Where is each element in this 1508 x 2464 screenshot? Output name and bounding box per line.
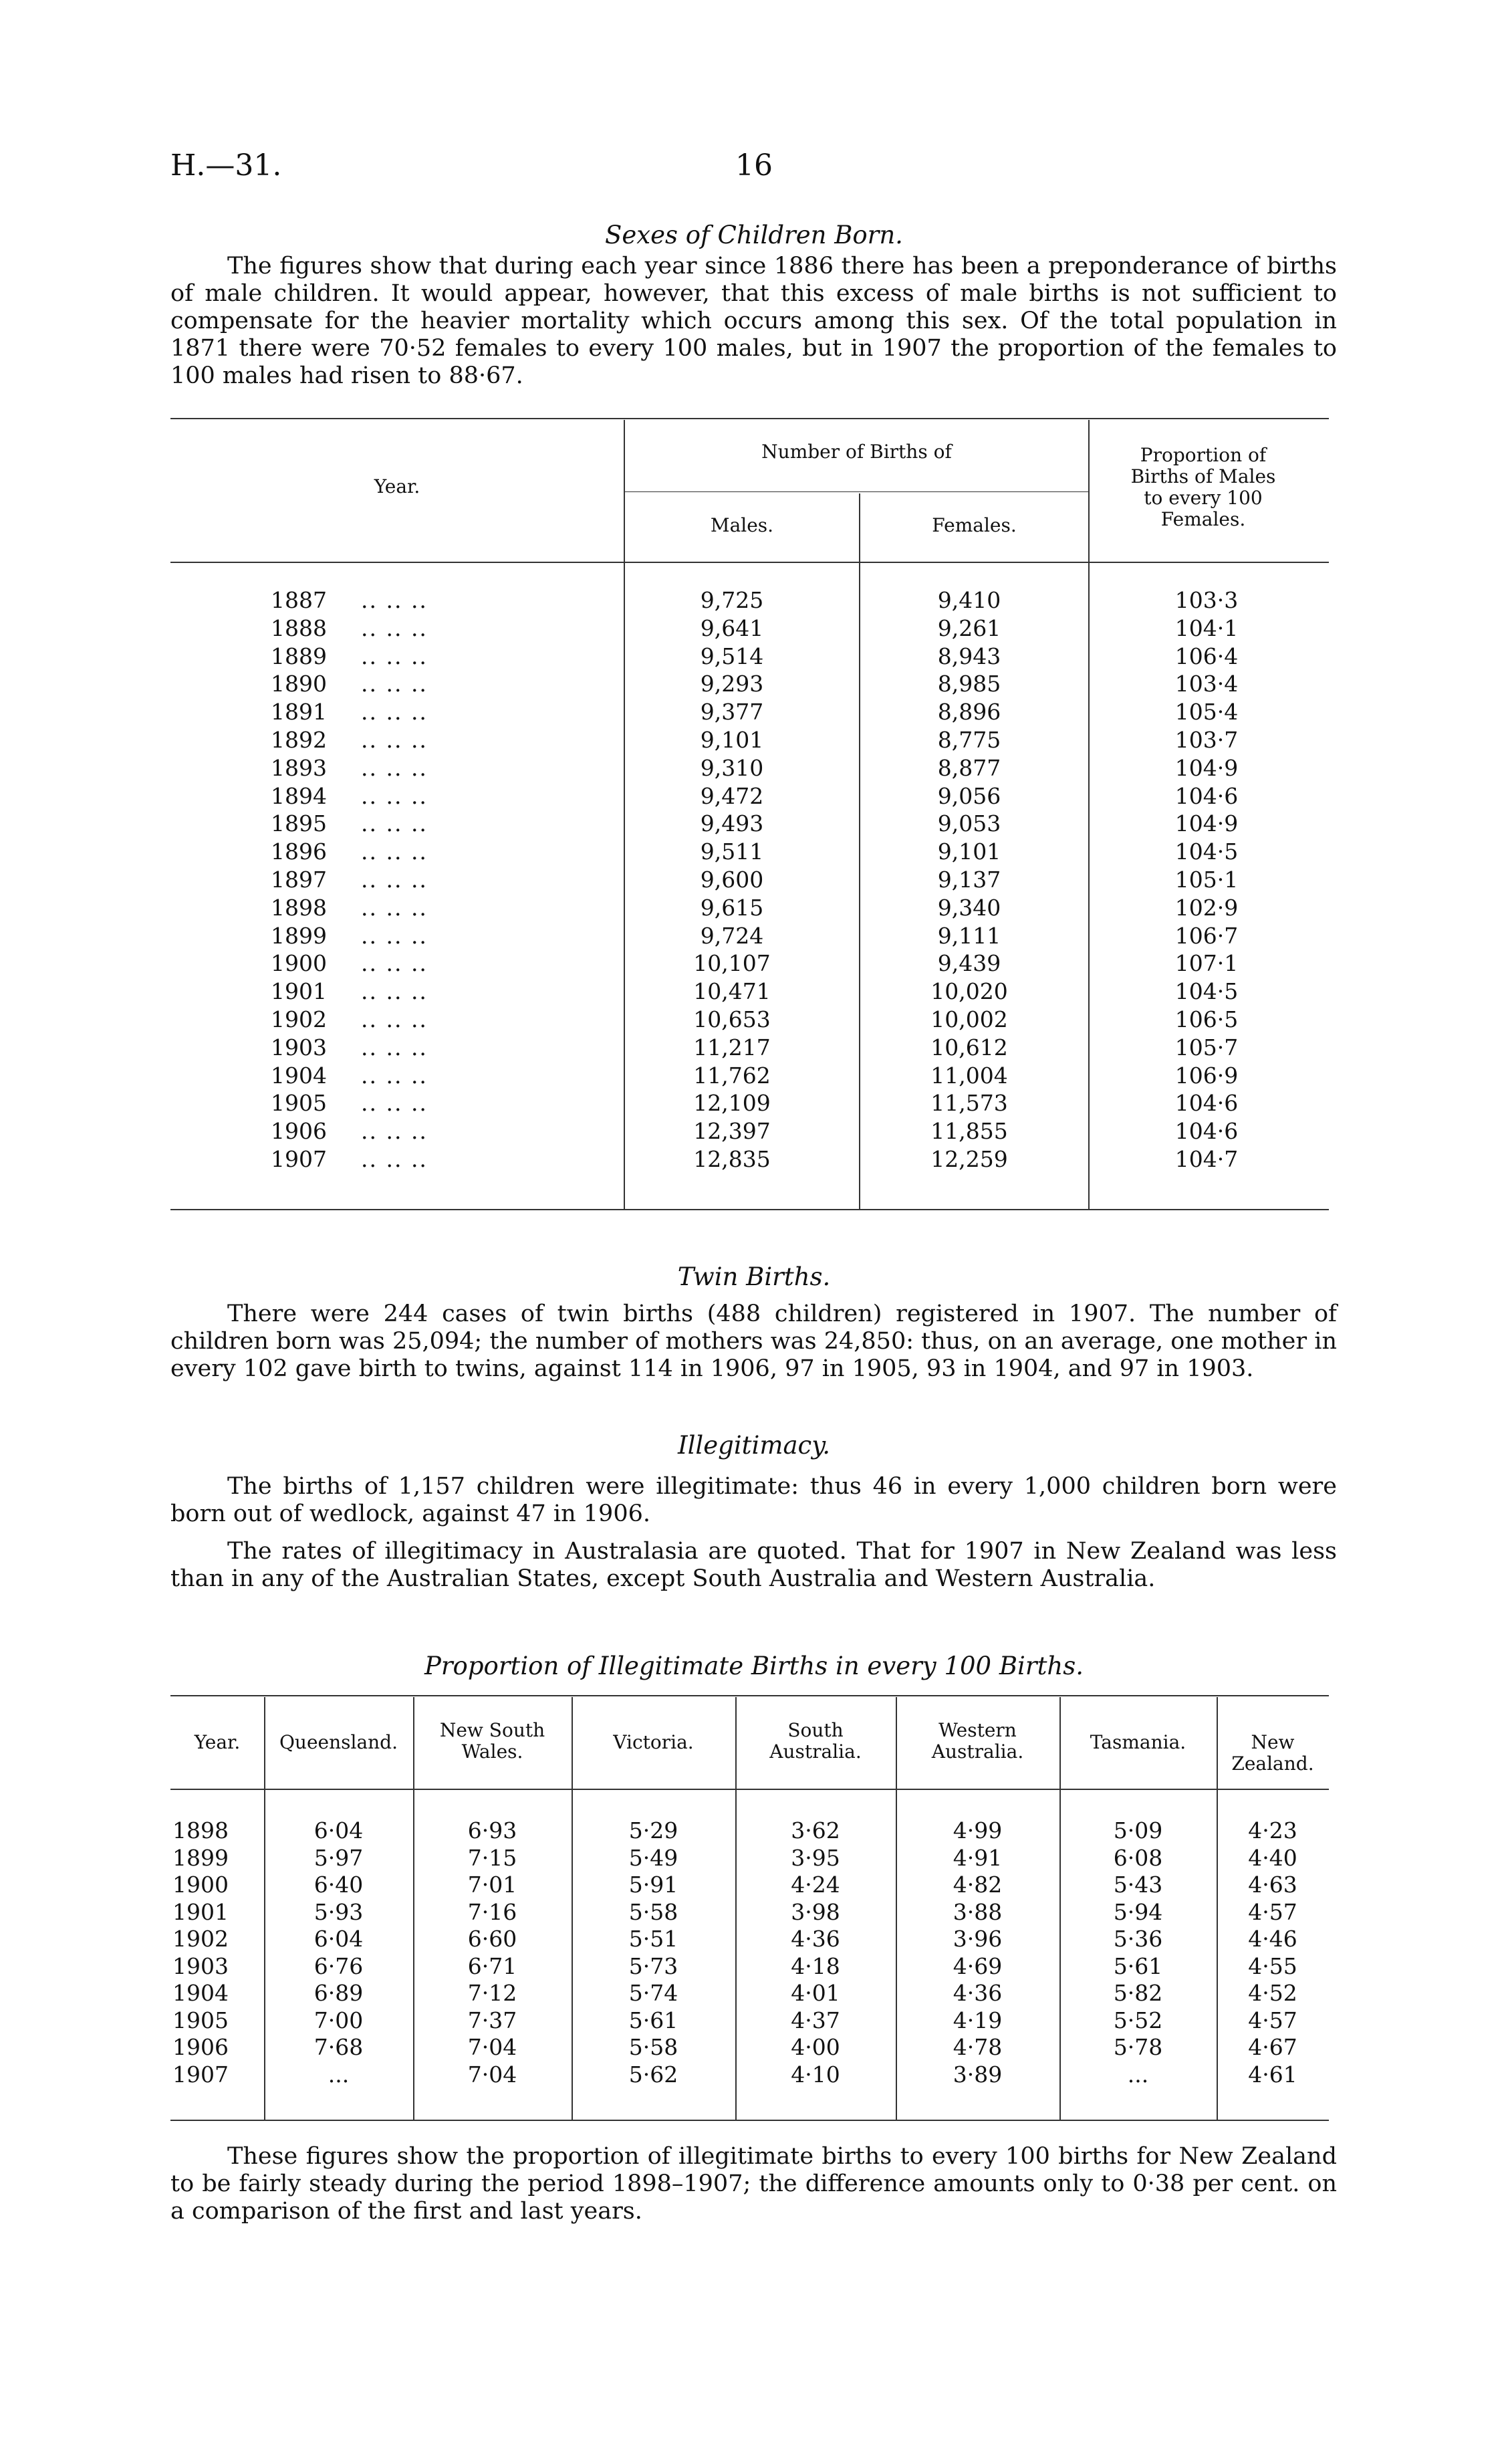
rate-cell: 4·36 [953,1980,1003,2006]
table-row [0,866,1508,894]
females-cell: 9,410 [937,587,1001,613]
rate-cell: 7·04 [467,2061,517,2088]
proportion-cell: 106·9 [1174,1062,1239,1089]
table-bottom-rule [170,1209,1329,1210]
females-cell: 9,101 [937,838,1001,865]
rate-cell: 5·49 [628,1845,678,1871]
leader-dots: .. .. .. [361,950,428,976]
year-cell: 1894 [271,783,327,809]
rate-cell: 6·04 [313,1817,364,1843]
rate-cell: 4·46 [1248,1926,1297,1952]
rate-cell: 7·00 [313,2007,364,2033]
rate-cell: 6·60 [467,1926,517,1952]
proportion-cell: 105·1 [1174,867,1239,893]
paragraph-illegitimacy-1: The births of 1,157 children were illegitimate: thus 46 in every 1,000 children born were born out of wedlock, against 47 in 1906. [170,1473,1337,1527]
males-cell: 10,653 [693,1006,771,1032]
rate-cell: 5·91 [628,1872,678,1898]
females-cell: 8,985 [937,671,1001,697]
females-cell: 10,002 [930,1006,1008,1032]
rate-cell: 4·91 [953,1845,1003,1871]
table-row [0,2061,1508,2089]
column-header: Victoria. [613,1731,694,1753]
rate-cell: 6·71 [467,1953,517,1979]
table-row [0,2007,1508,2035]
males-cell: 9,514 [700,643,764,669]
table-row [0,698,1508,726]
rate-cell: 4·78 [953,2034,1003,2060]
rate-cell: 5·36 [1113,1926,1163,1952]
females-cell: 11,573 [930,1090,1008,1116]
leader-dots: .. .. .. [361,727,428,753]
females-cell: 9,137 [937,867,1001,893]
column-header: Queensland. [279,1731,398,1753]
proportion-cell: 104·6 [1174,783,1239,809]
table-row [0,782,1508,810]
year-cell: 1900 [172,1872,229,1898]
table-subheader-rule [625,491,1088,492]
males-cell: 9,101 [700,727,764,753]
table-row [0,1034,1508,1062]
year-cell: 1904 [172,1980,229,2006]
rate-cell: 4·40 [1248,1845,1297,1871]
column-header: New Zealand. [1231,1731,1314,1775]
column-header-males: Males. [710,514,774,536]
leader-dots: .. .. .. [361,923,428,949]
paragraph-illegitimacy-2: The rates of illegitimacy in Australasia are quoted. That for 1907 in New Zealand was less than in any of the Australian States, except South Australia and Western Australia. [170,1538,1337,1592]
rate-cell: 4·10 [791,2061,840,2088]
rate-cell: 4·18 [791,1953,840,1979]
year-cell: 1888 [271,615,327,641]
year-cell: 1893 [271,755,327,781]
leader-dots: .. .. .. [361,699,428,725]
table-row [0,1844,1508,1872]
rate-cell: 4·01 [791,1980,840,2006]
proportion-cell: 104·7 [1174,1146,1239,1172]
leader-dots: .. .. .. [361,1146,428,1172]
proportion-cell: 103·3 [1174,587,1239,613]
rate-cell: 4·82 [953,1872,1003,1898]
year-cell: 1898 [172,1817,229,1843]
males-cell: 9,377 [700,699,764,725]
table-row [0,643,1508,671]
proportion-cell: 102·9 [1174,895,1239,921]
rate-cell: 4·23 [1248,1817,1297,1843]
table-row [0,1006,1508,1034]
page-number: 16 [735,148,773,183]
year-cell: 1905 [172,2007,229,2033]
rate-cell: 5·61 [1113,1953,1163,1979]
year-cell: 1899 [172,1845,229,1871]
rate-cell: 4·99 [953,1817,1003,1843]
leader-dots: .. .. .. [361,755,428,781]
leader-dots: .. .. .. [361,1090,428,1116]
rate-cell: 4·37 [791,2007,840,2033]
column-header-females: Females. [932,514,1017,536]
leader-dots: .. .. .. [361,1034,428,1060]
paragraph-twins: There were 244 cases of twin births (488 children) registered in 1907. The number of children born was 25,094; the number of mothers was 24,850: thus, on an average, one mother in every 102 gave birth to twins, against 114 in 1906, 97 in 1905, 93 in 1904, and 97 in 1903. [170,1301,1337,1382]
table-row [0,949,1508,978]
males-cell: 9,511 [700,838,764,865]
year-cell: 1895 [271,810,327,836]
rate-cell: 5·29 [628,1817,678,1843]
males-cell: 9,725 [700,587,764,613]
proportion-cell: 103·7 [1174,727,1239,753]
rate-cell: 5·58 [628,2034,678,2060]
table-row [0,1979,1508,2007]
year-cell: 1902 [172,1926,229,1952]
rate-cell: 4·69 [953,1953,1003,1979]
year-cell: 1905 [271,1090,327,1116]
rate-cell: 7·12 [467,1980,517,2006]
column-header-proportion: Proportion of Births of Males to every 100 Females. [1130,444,1276,530]
rate-cell: 3·96 [953,1926,1003,1952]
proportion-cell: 107·1 [1174,950,1239,976]
rate-cell: 6·89 [313,1980,364,2006]
section-title-twins: Twin Births. [677,1262,831,1291]
proportion-cell: 104·6 [1174,1118,1239,1144]
year-cell: 1898 [271,895,327,921]
males-cell: 11,217 [693,1034,771,1060]
rate-cell: 4·19 [953,2007,1003,2033]
table-row [0,1117,1508,1145]
females-cell: 9,261 [937,615,1001,641]
proportion-cell: 106·4 [1174,643,1239,669]
table-row [0,1871,1508,1899]
rate-cell: 7·37 [467,2007,517,2033]
year-cell: 1907 [172,2061,229,2088]
proportion-cell: 104·5 [1174,978,1239,1004]
table-row [0,586,1508,614]
rate-cell: 4·57 [1248,1899,1297,1925]
rate-cell: 5·94 [1113,1899,1163,1925]
females-cell: 10,020 [930,978,1008,1004]
rate-cell: 7·01 [467,1872,517,1898]
males-cell: 9,493 [700,810,764,836]
section-title-sexes: Sexes of Children Born. [605,221,903,249]
year-cell: 1903 [172,1953,229,1979]
leader-dots: .. .. .. [361,587,428,613]
females-cell: 10,612 [930,1034,1008,1060]
rate-cell: 4·36 [791,1926,840,1952]
rate-cell: 6·04 [313,1926,364,1952]
table-row [0,1817,1508,1845]
paragraph-sexes: The figures show that during each year since 1886 there has been a preponderance of births of male children. It would appear, however, that this excess of male births is not sufficient to compensate for the heavier mortality which occurs among this sex. Of the total population in 1871 there were 70·52 females to every 100 males, but in 1907 the proportion of the females to 100 males had risen to 88·67. [170,253,1337,389]
leader-dots: .. .. .. [361,1062,428,1089]
rate-cell: 4·00 [791,2034,840,2060]
table-bottom-rule [170,2120,1329,2121]
females-cell: 9,111 [937,923,1001,949]
leader-dots: .. .. .. [361,1118,428,1144]
table-row [0,978,1508,1006]
table-top-rule [170,418,1329,419]
females-cell: 11,004 [930,1062,1008,1089]
leader-dots: .. .. .. [361,978,428,1004]
column-header: Western Australia. [931,1719,1024,1763]
table-header-rule [170,1789,1329,1790]
males-cell: 9,724 [700,923,764,949]
year-cell: 1901 [172,1899,229,1925]
table-row [0,726,1508,754]
section-title-illegitimacy: Illegitimacy. [677,1431,831,1460]
rate-cell: 7·04 [467,2034,517,2060]
rate-cell: 5·78 [1113,2034,1163,2060]
males-cell: 9,293 [700,671,764,697]
table-row [0,1898,1508,1926]
rate-cell: 5·62 [628,2061,678,2088]
document-reference: H.—31. [170,148,282,183]
rate-cell: 5·52 [1113,2007,1163,2033]
proportion-cell: 104·5 [1174,838,1239,865]
rate-cell: 6·08 [1113,1845,1163,1871]
table-row [0,1925,1508,1953]
year-cell: 1904 [271,1062,327,1089]
year-cell: 1907 [271,1146,327,1172]
year-cell: 1896 [271,838,327,865]
rate-cell: 4·52 [1248,1980,1297,2006]
rate-cell: 5·74 [628,1980,678,2006]
column-header: Tasmania. [1090,1731,1186,1753]
year-cell: 1891 [271,699,327,725]
females-cell: 8,877 [937,755,1001,781]
table-row [0,754,1508,782]
table-row [0,670,1508,698]
leader-dots: .. .. .. [361,643,428,669]
males-cell: 9,472 [700,783,764,809]
year-cell: 1901 [271,978,327,1004]
rate-cell: 3·95 [791,1845,840,1871]
leader-dots: .. .. .. [361,783,428,809]
leader-dots: .. .. .. [361,838,428,865]
rate-cell: 5·73 [628,1953,678,1979]
leader-dots: .. .. .. [361,615,428,641]
leader-dots: .. .. .. [361,867,428,893]
males-cell: 9,641 [700,615,764,641]
table-row [0,922,1508,950]
table-row [0,810,1508,838]
males-cell: 9,615 [700,895,764,921]
proportion-cell: 105·4 [1174,699,1239,725]
year-cell: 1897 [271,867,327,893]
year-cell: 1903 [271,1034,327,1060]
rate-cell: 5·82 [1113,1980,1163,2006]
leader-dots: .. .. .. [361,810,428,836]
year-cell: 1906 [172,2034,229,2060]
column-header: South Australia. [769,1719,862,1763]
table-title-illegitimate: Proportion of Illegitimate Births in every 100 Births. [424,1652,1084,1680]
females-cell: 8,775 [937,727,1001,753]
rate-cell: 4·24 [791,1872,840,1898]
rate-cell: 5·93 [313,1899,364,1925]
rate-cell: 3·62 [791,1817,840,1843]
proportion-cell: 104·1 [1174,615,1239,641]
males-cell: 12,397 [693,1118,771,1144]
rate-cell: 5·51 [628,1926,678,1952]
column-header-year: Year. [374,475,420,497]
rate-cell: 4·67 [1248,2034,1297,2060]
rate-cell: 5·43 [1113,1872,1163,1898]
rate-cell: 7·16 [467,1899,517,1925]
table-row [0,1089,1508,1117]
rate-cell: 6·40 [313,1872,364,1898]
table-row [0,2033,1508,2061]
year-cell: 1906 [271,1118,327,1144]
rate-cell: ... [328,2061,350,2088]
males-cell: 11,762 [693,1062,771,1089]
paragraph-closing: These figures show the proportion of illegitimate births to every 100 births for New Zealand to be fairly steady during the period 1898–1907; the difference amounts only to 0·38 per cent. on a comparison of the first and last years. [170,2143,1337,2225]
year-cell: 1892 [271,727,327,753]
rate-cell: 4·55 [1248,1953,1297,1979]
proportion-cell: 106·5 [1174,1006,1239,1032]
column-header-number-of-births: Number of Births of [761,441,952,463]
females-cell: 9,056 [937,783,1001,809]
males-cell: 10,107 [693,950,771,976]
rate-cell: 3·98 [791,1899,840,1925]
leader-dots: .. .. .. [361,1006,428,1032]
males-cell: 12,109 [693,1090,771,1116]
table-row [0,1952,1508,1981]
rate-cell: 4·57 [1248,2007,1297,2033]
rate-cell: ... [1127,2061,1149,2088]
rate-cell: 5·61 [628,2007,678,2033]
females-cell: 8,896 [937,699,1001,725]
proportion-cell: 103·4 [1174,671,1239,697]
year-cell: 1902 [271,1006,327,1032]
table-row [0,838,1508,866]
proportion-cell: 104·9 [1174,755,1239,781]
table-header-rule [170,562,1329,563]
proportion-cell: 106·7 [1174,923,1239,949]
year-cell: 1899 [271,923,327,949]
proportion-cell: 104·6 [1174,1090,1239,1116]
table-row [0,1145,1508,1173]
column-header: Year. [194,1731,241,1753]
table-row [0,614,1508,643]
rate-cell: 7·68 [313,2034,364,2060]
rate-cell: 3·89 [953,2061,1003,2088]
males-cell: 9,600 [700,867,764,893]
females-cell: 9,439 [937,950,1001,976]
leader-dots: .. .. .. [361,671,428,697]
females-cell: 12,259 [930,1146,1008,1172]
column-header: New South Wales. [439,1719,545,1763]
females-cell: 11,855 [930,1118,1008,1144]
rate-cell: 5·58 [628,1899,678,1925]
rate-cell: 6·76 [313,1953,364,1979]
females-cell: 8,943 [937,643,1001,669]
rate-cell: 4·61 [1248,2061,1297,2088]
rate-cell: 5·09 [1113,1817,1163,1843]
females-cell: 9,053 [937,810,1001,836]
rate-cell: 7·15 [467,1845,517,1871]
table-top-rule [170,1695,1329,1696]
males-cell: 12,835 [693,1146,771,1172]
females-cell: 9,340 [937,895,1001,921]
rate-cell: 5·97 [313,1845,364,1871]
males-cell: 9,310 [700,755,764,781]
leader-dots: .. .. .. [361,895,428,921]
year-cell: 1889 [271,643,327,669]
year-cell: 1900 [271,950,327,976]
rate-cell: 4·63 [1248,1872,1297,1898]
proportion-cell: 104·9 [1174,810,1239,836]
males-cell: 10,471 [693,978,771,1004]
year-cell: 1890 [271,671,327,697]
rate-cell: 3·88 [953,1899,1003,1925]
proportion-cell: 105·7 [1174,1034,1239,1060]
rate-cell: 6·93 [467,1817,517,1843]
year-cell: 1887 [271,587,327,613]
table-row [0,1062,1508,1090]
table-row [0,894,1508,922]
